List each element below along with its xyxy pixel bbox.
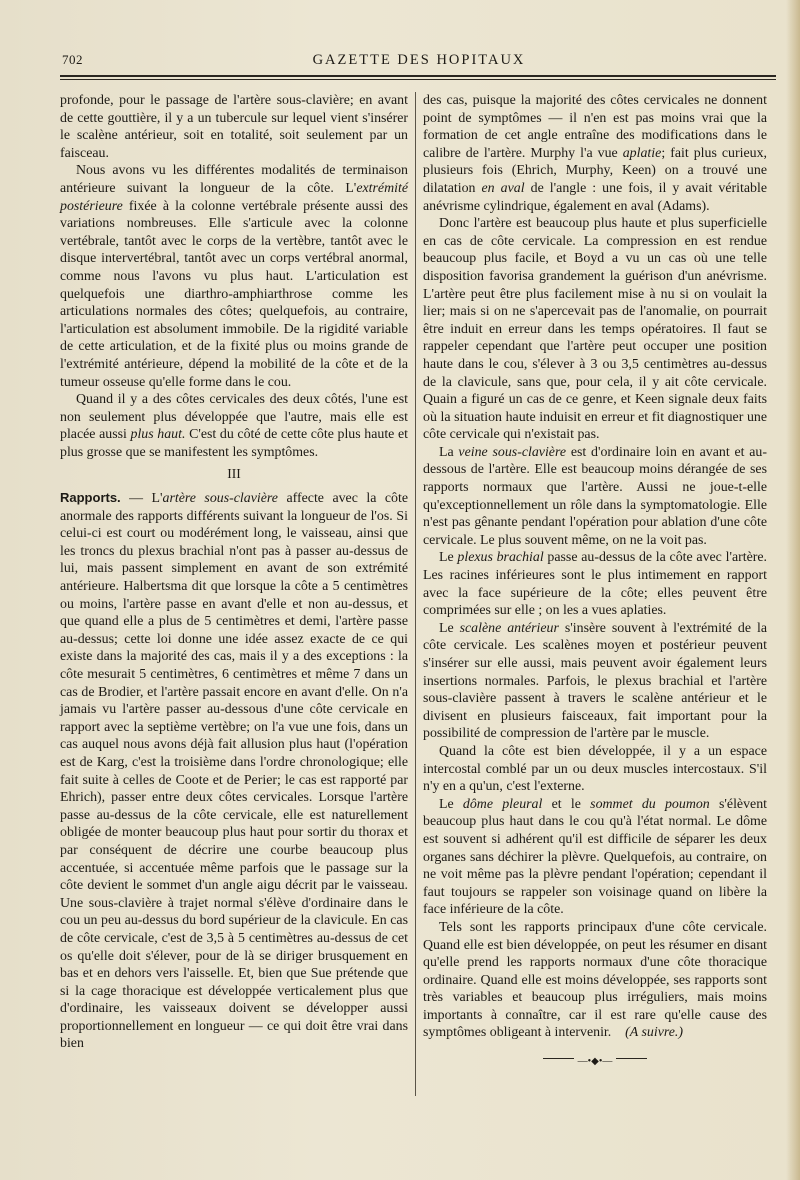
right-column: [423, 92, 768, 1068]
column-divider: [415, 92, 416, 1096]
paragraph: Quand la côte est bien développée, il y a un espace intercostal comblé par un ou deux muscles intercostaux. S'il n'y en a qu'un, c'est l'externe.: [423, 743, 767, 795]
left-column: [60, 92, 408, 1053]
page-edge-shadow: [786, 0, 800, 1180]
paragraph: Le scalène antérieur s'insère souvent à l'extrémité de la côte cervicale. Les scalènes moyen et postérieur peuvent s'insérer sur elle aussi, mais peuvent avoir également leurs insertions normales. Parfois, le plexus brachial et l'artère sous-clavière passent à travers le scalène antérieur et le divisent en plusieurs faisceaux, fait important pour la possibilité de compression de l'artère par le muscle.: [423, 620, 767, 742]
paragraph: Nous avons vu les différentes modalités de terminaison antérieure suivant la longueur de la côte. L'extrémité postérieure fixée à la colonne vertébrale présente aussi des variations nombreuses. Elle s'articule avec la colonne vertébrale, tantôt avec le corps de la vertèbre, tantôt avec le disque intervertébral, tantôt avec un corps vertébral anormal, comme nous l'avons vu plus haut. L'articulation est quelquefois une diarthro-amphiarthrose comme les articulations normales des côtes; quelquefois, au contraire, l'articulation est absolument immobile. De la rigidité variable de cette articulation, et de la fixité plus ou moins grande de l'extrémité antérieure, dépend la mobilité de la côte et de la tumeur osseuse qu'elle forme dans le cou.: [60, 163, 408, 390]
paragraph: des cas, puisque la majorité des côtes cervicales ne donnent point de symptômes — il n'en est pas moins vrai que la formation de cet angle entraîne des modifications dans le calibre de l'artère. Murphy l'a vue aplatie; fait plus curieux, plusieurs fois (Ehrich, Murphy, Keen) on a trouvé une dilatation en aval de l'angle : une fois, il y avait véritable anévrisme cylindrique, également en aval (Adams).: [423, 93, 768, 214]
header-rule-thick: [60, 75, 776, 77]
paragraph: Rapports. — L'artère sous-clavière affecte avec la côte anormale des rapports différents suivant la longueur de l'os. Si celui-ci est court ou modérément long, le vaisseau, ainsi que les troncs du plexus brachial n'ont pas à passer au-dessus de lui, mais passent simplement en avant de son extrémité antérieure. Halbertsma dit que lorsque la côte a 5 centimètres ou moins, l'artère passe en avant d'elle et non au-dessus, et que quand elle a plus de 5 centimètres et demi, l'artère passe au-dessus; cette loi donne une idée assez exacte de ce qui existe dans la majorité des cas, mais il y a des exceptions : la côte mesurait 5 centimètres, 6 centimètres et même 7 dans un cas de Brodier, et l'artère passait encore en avant d'elle. On n'a jamais vu l'artère passer au-dessous d'une côte cervicale en rapport avec la septième vertèbre; on l'a vue une fois, dans un cas auquel nous avons déjà fait allusion plus haut (l'opération est de Karg, c'est la troisième dans l'ordre chronologique; elle fait suite à celles de Coote et de Perier; le cas est rapporté par Ehrich), passer entre deux côtes cervicales. Lorsque l'artère passe au-dessus de la côte cervicale, elle est naturellement obligée de monter beaucoup plus haut pour sortir du thorax et par conséquent de décrire une courbe beaucoup plus accentuée, si accentuée même parfois que le passage sur la côte devient le sommet d'un angle aigu décrit par le vaisseau. Une sous-clavière à trajet normal s'élève d'ordinaire dans le cou un peu au-dessus du bord supérieur de la clavicule. En cas de côte cervicale, c'est de 3,5 à 5 centimètres au-dessus de cet os qu'elle doit s'élever, pour de là se diriger brusquement en bas et en dehors vers l'aisselle. Et, bien que Sue prétende que si la cage thoracique est développée verticalement plus que d'ordinaire, les vaisseaux doivent se développer aussi proportionnellement en longueur — ce qui doit être vrai dans bien: [60, 490, 408, 1052]
paragraph: profonde, pour le passage de l'artère sous-clavière; en avant de cette gouttière, il y a un tubercule sur lequel vient s'insérer le scalène antérieur, soit en totalité, soit seulement par un faisceau.: [60, 93, 408, 161]
paragraph: Le plexus brachial passe au-dessus de la côte avec l'artère. Les racines inférieures sont le plus intimement en rapport avec la face supérieure de la côte; elles peuvent être comprimées sur elle ; on les a vues aplaties.: [423, 550, 768, 619]
paragraph: Donc l'artère est beaucoup plus haute et plus superficielle en cas de côte cervicale. La compression en est rendue beaucoup plus facile, et Boyd a vu un cas où une telle disposition favorisa grandement la guérison d'un anévrisme. L'artère peut être plus facilement mise à nu si on voulait la lier; mais si on ne s'apercevait pas de l'anomalie, on pourrait être induit en erreur dans les temps opératoires. Il faut se rappeler cependant que l'artère peut occuper une position haute dans le cou, s'élever à 3 ou 3,5 centimètres au-dessus de la clavicule, sans que, pour cela, il y ait côte cervicale. Quain a figuré un cas de ce genre, et Keen signale deux faits où la situation haute induisit en erreur et fit diagnostiquer une côte cervicale qui n'existait pas.: [423, 216, 767, 443]
paragraph: La veine sous-clavière est d'ordinaire loin en avant et au-dessous de l'artère. Elle est beaucoup moins dérangée de ses rapports normaux que l'artère. Aussi ne joue-t-elle qu'exceptionnellement un rôle dans la symptomatologie. Elle n'est pas gênante pendant l'opération pour ablation d'une côte cervicale. Le plus souvent même, on ne la voit pas.: [423, 444, 767, 548]
paragraph: Le dôme pleural et le sommet du poumon s'élèvent beaucoup plus haut dans le cou qu'à l'état normal. Le dôme est souvent si adhérent qu'il est difficile de séparer les deux organes sans déchirer la plèvre. Quelquefois, au contraire, on ne voit même pas la plèvre pendant l'opération; cependant il faut toujours se rappeler son voisinage quand on libère la face inférieure de la côte.: [423, 796, 768, 918]
header-rule-thin: [60, 79, 776, 80]
journal-title: GAZETTE DES HOPITAUX: [312, 52, 526, 68]
subheading: Rapports.: [60, 490, 121, 506]
end-ornament: —•◆•—: [423, 1052, 767, 1064]
page-number: 702: [62, 52, 83, 67]
to-be-continued: (A suivre.): [625, 1025, 684, 1041]
page-header: [62, 52, 776, 74]
paragraph: Quand il y a des côtes cervicales des deux côtés, l'une est non seulement plus développée que l'autre, mais elle est placée aussi plus haut. C'est du côté de cette côte plus haute et plus grosse que se manifestent les symptômes.: [60, 392, 408, 460]
section-number: III: [227, 466, 241, 482]
paragraph: Tels sont les rapports principaux d'une côte cervicale. Quand elle est bien développée, on peut les résumer en disant qu'elle prend les rapports normaux d'une côte thoracique ordinaire. Quand elle est moins développée, ses rapports sont très variables et beaucoup plus irréguliers, mais moins importants à connaître, car il est rare qu'elle cause des symptômes obligeant à intervenir. (A suivre.): [423, 919, 767, 1041]
